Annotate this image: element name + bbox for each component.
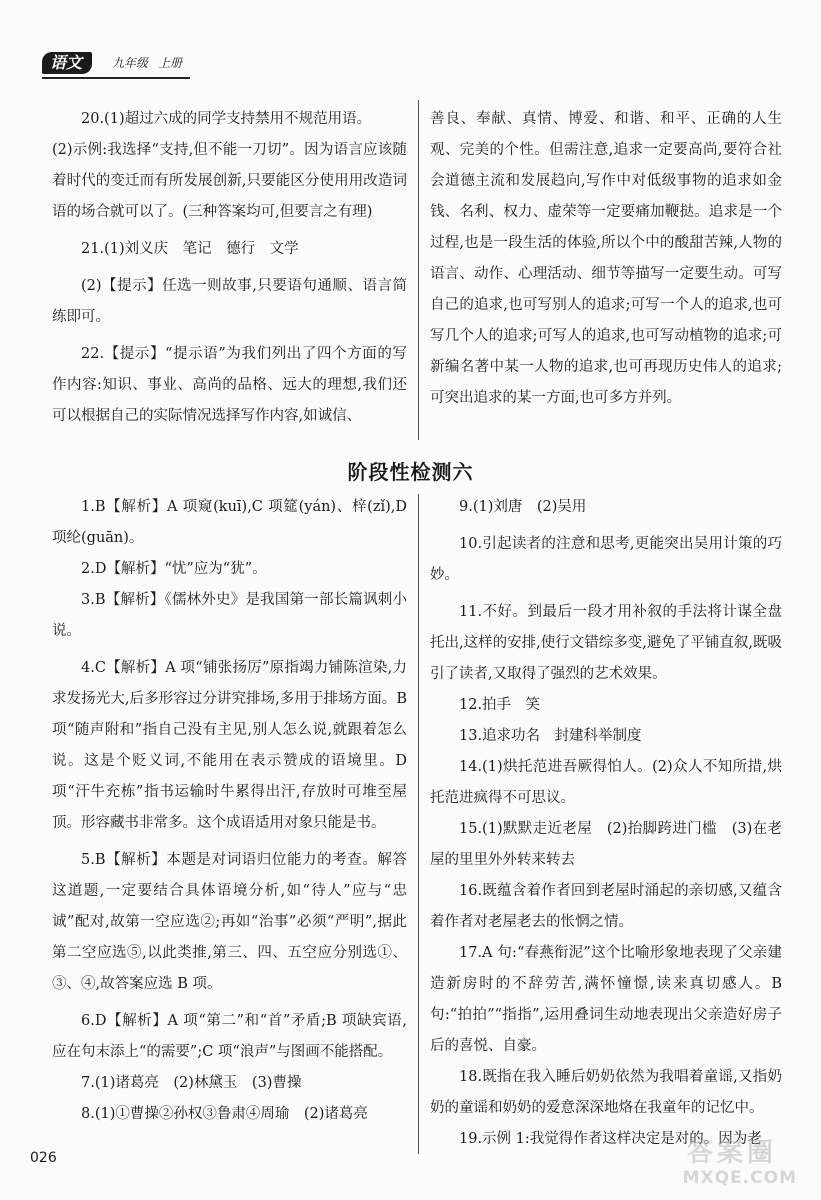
answer-9: 9.(1)刘唐 (2)吴用: [459, 499, 587, 515]
answer-16: 16.既蕴含着作者回到老屋时涌起的亲切感,又蕴含着作者对老屋老去的怅惘之情。: [430, 883, 782, 930]
watermark-logo: 答案圈: [686, 1138, 777, 1168]
top-right-column: [430, 104, 782, 414]
answer-3: 3.B【解析】《儒林外史》是我国第一部长篇讽刺小说。: [52, 592, 407, 639]
answer-13: 13.追求功名 封建科举制度: [459, 728, 642, 744]
answer-19: 19.示例 1:我觉得作者这样决定是对的。因为老: [459, 1131, 762, 1147]
answer-10: 10.引起读者的注意和思考,更能突出吴用计策的巧妙。: [430, 536, 782, 583]
answer-5: 5.B【解析】本题是对词语归位能力的考查。解答这道题,一定要结合具体语境分析,如“待人”应与“忠诚”配对,故第一空应选②;再如“治事”必须“严明”,据此第二空应选⑤,以此类推,第三、四、五空应分别选①、③、④,故答案应选 B 项。: [52, 852, 407, 992]
answer-22-continued: 善良、奉献、真情、博爱、和谐、和平、正确的人生观、完美的个性。但需注意,追求一定要高尚,要符合社会道德主流和发展趋向,写作中对低级事物的追求如金钱、名利、权力、虚荣等一定要痛加鞭挞。追求是一个过程,也是一段生活的体验,所以个中的酸甜苦辣,人物的语言、动作、心理活动、细节等描写一定要生动。可写自己的追求,也可写别人的追求;可写一个人的追求,也可写几个人的追求;可写人的追求,也可写动植物的追求;可新编名著中某一人物的追求,也可再现历史伟人的追求;可突出追求的某一方面,也可多方并列。: [430, 111, 782, 406]
answer-14: 14.(1)烘托范进吾厥得怕人。(2)众人不知所措,烘托范进疯得不可思议。: [430, 759, 782, 806]
page-number: 026: [30, 1150, 57, 1166]
bottom-left-column: [52, 492, 407, 1130]
site-watermark: [637, 1132, 797, 1192]
answer-17: 17.A 句:“春燕衔泥”这个比喻形象地表现了父亲建造新房时的不辞劳苦,满怀憧憬,读来真切感人。B 句:“拍拍”“指指”,运用叠词生动地表现出父亲造好房子后的喜悦、自豪。: [430, 945, 782, 1054]
answer-21-2: (2)【提示】任选一则故事,只要语句通顺、语言简练即可。: [52, 278, 407, 325]
subject-logo: 语文: [42, 52, 92, 74]
column-divider-bottom: [418, 494, 419, 1154]
answer-8: 8.(1)①曹操②孙权③鲁肃④周瑜 (2)诸葛亮: [81, 1106, 368, 1122]
answer-22: 22.【提示】“提示语”为我们列出了四个方面的写作内容:知识、事业、高尚的品格、远大的理想,我们还可以根据自己的实际情况选择写作内容,如诚信、: [52, 346, 407, 424]
answer-12: 12.拍手 笑: [459, 697, 541, 713]
watermark-url: MXQE.COM: [682, 1168, 797, 1188]
volume-label: 上册: [158, 56, 183, 70]
answer-1: 1.B【解析】A 项窥(kuī),C 项筵(yán)、梓(zǐ),D 项纶(guān)。: [52, 499, 407, 546]
answer-4: 4.C【解析】A 项“铺张扬厉”原指竭力铺陈渲染,力求发扬光大,后多形容过分讲究排场,多用于排场方面。B 项“随声附和”指自己没有主见,别人怎么说,就跟着怎么说。这是个贬义词,不能用在表示赞成的语境里。D 项“汗牛充栋”指书运输时牛累得出汗,存放时可堆至屋顶。形容藏书非常多。这个成语适用对象只能是书。: [52, 660, 407, 831]
grade-label: 九年级: [112, 56, 149, 70]
answer-15: 15.(1)默默走近老屋 (2)抬脚跨进门槛 (3)在老屋的里里外外转来转去: [430, 821, 782, 868]
top-left-column: [52, 104, 407, 432]
answer-20-2: (2)示例:我选择“支持,但不能一刀切”。因为语言应该随着时代的变迁而有所发展创新,只要能区分使用用改造词语的场合就可以了。(三种答案均可,但要言之有理): [52, 142, 407, 220]
answer-7: 7.(1)诸葛亮 (2)林黛玉 (3)曹操: [81, 1075, 302, 1091]
answer-20-1: 20.(1)超过六成的同学支持禁用不规范用语。: [81, 111, 372, 127]
answer-11: 11.不好。到最后一段才用补叙的手法将计谋全盘托出,这样的安排,使行文错综多变,避免了平铺直叙,既吸引了读者,又取得了强烈的艺术效果。: [430, 604, 782, 682]
grade-volume: [112, 52, 192, 74]
section-title: 阶段性检测六: [347, 460, 474, 484]
answer-18: 18.既指在我入睡后奶奶依然为我唱着童谣,又指奶奶的童谣和奶奶的爱意深深地烙在我童年的记忆中。: [430, 1069, 782, 1116]
answer-21-1: 21.(1)刘义庆 笔记 德行 文学: [81, 241, 299, 257]
bottom-right-column: [430, 492, 782, 1155]
answer-6: 6.D【解析】A 项“第二”和“首”矛盾;B 项缺宾语,应在句末添上“的需要”;C 项“浪声”与图画不能搭配。: [52, 1013, 407, 1060]
header-rule: [42, 77, 190, 79]
page-header: [42, 52, 242, 76]
answer-2: 2.D【解析】“忧”应为“犹”。: [81, 561, 267, 577]
column-divider-top: [418, 100, 419, 440]
